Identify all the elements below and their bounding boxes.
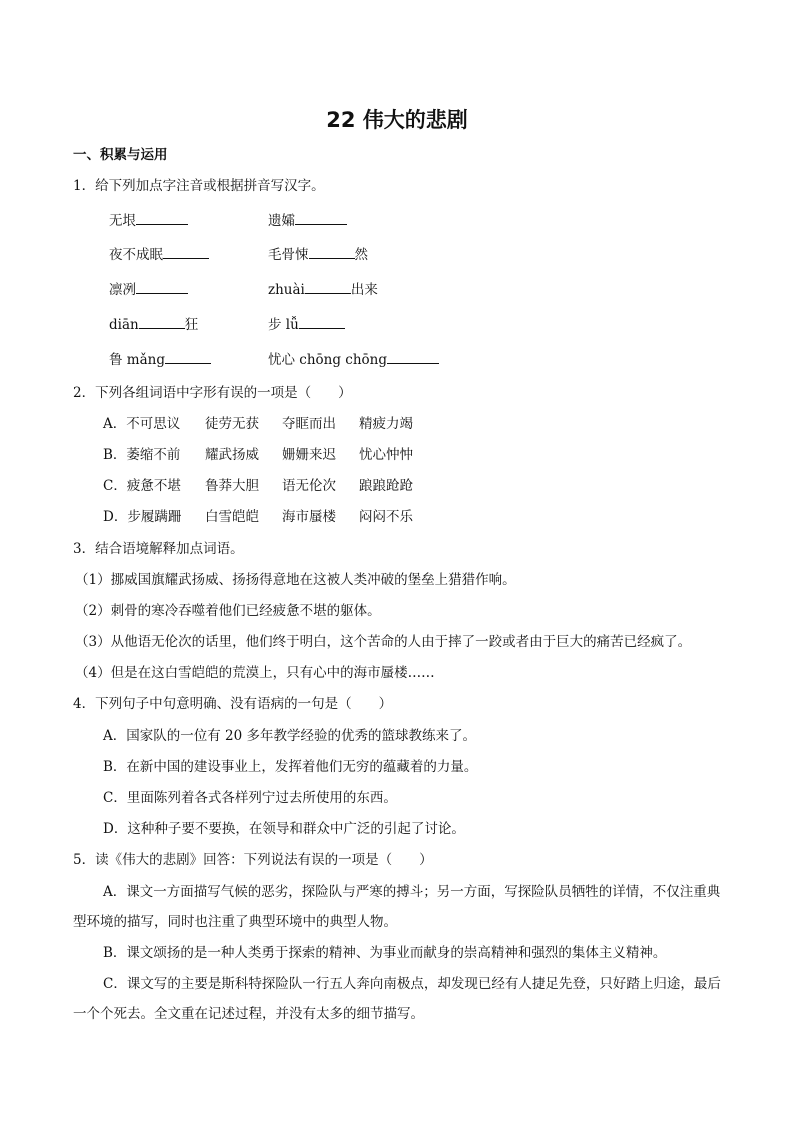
q5-option: C．课文写的主要是斯科特探险队一行五人奔向南极点，却发现已经有人捷足先登，只好踏上归途，最后一个个死去。全文重在记述过程，并没有太多的细节描写。 xyxy=(73,976,721,1022)
q1-item: 毛骨悚 然 xyxy=(268,244,368,265)
q4-option: B．在新中国的建设事业上，发挥着他们无穷的蕴藏着的力量。 xyxy=(103,759,478,775)
q4-stem: 4．下列句子中句意明确、没有语病的一句是（ ） xyxy=(73,696,393,712)
q4-option: C．里面陈列着各式各样列宁过去所使用的东西。 xyxy=(103,790,397,806)
q1-item: 遗孀 xyxy=(268,210,347,231)
q4-option: A．国家队的一位有 20 多年教学经验的优秀的篮球教练来了。 xyxy=(103,728,477,744)
q3-item: （1）挪威国旗耀武扬威、扬扬得意地在这被人类冲破的堡垒上猎猎作响。 xyxy=(75,572,516,588)
q1-item: diān 狂 xyxy=(109,314,198,335)
q2-option: C．疲惫不堪 鲁莽大胆 语无伦次 踉踉跄跄 xyxy=(103,478,413,494)
q5-option: A．课文一方面描写气候的恶劣，探险队与严寒的搏斗；另一方面，写探险队员牺牲的详情，不仅注重典型环境的描写，同时也注重了典型环境中的典型人物。 xyxy=(73,884,721,930)
section-heading: 一、积累与运用 xyxy=(73,147,168,163)
q4-option: D．这种种子要不要换，在领导和群众中广泛的引起了讨论。 xyxy=(103,821,465,837)
q1-item: 鲁 mǎng xyxy=(109,349,211,370)
q1-item: 凛冽 xyxy=(109,279,188,300)
q1-item: 忧心 chōng chōng xyxy=(268,349,439,370)
q1-item: zhuài 出来 xyxy=(268,279,378,300)
q5-stem: 5．读《伟大的悲剧》回答：下列说法有误的一项是（ ） xyxy=(73,852,433,868)
q1-stem: 1．给下列加点字注音或根据拼音写汉字。 xyxy=(73,178,325,194)
page-title: 22 伟大的悲剧 xyxy=(326,108,468,132)
q1-item: 夜不成眠 xyxy=(109,244,209,265)
q2-option: A．不可思议 徒劳无获 夺眶而出 精疲力竭 xyxy=(103,416,413,432)
q1-item: 无垠 xyxy=(109,210,188,231)
q5-option: B．课文颂扬的是一种人类勇于探索的精神、为事业而献身的崇高精神和强烈的集体主义精神。 xyxy=(103,945,667,961)
q2-option: B．萎缩不前 耀武扬威 姗姗来迟 忧心忡忡 xyxy=(103,447,413,463)
q3-item: （2）刺骨的寒冷吞噬着他们已经疲惫不堪的躯体。 xyxy=(75,603,381,619)
q2-option: D．步履蹒跚 白雪皑皑 海市蜃楼 闷闷不乐 xyxy=(103,509,413,525)
q3-stem: 3．结合语境解释加点词语。 xyxy=(73,541,244,557)
q2-stem: 2．下列各组词语中字形有误的一项是（ ） xyxy=(73,385,352,401)
q1-item: 步 lǚ xyxy=(268,314,345,335)
q3-item: （4）但是在这白雪皑皑的荒漠上，只有心中的海市蜃楼…… xyxy=(75,665,435,681)
q3-item: （3）从他语无伦次的话里，他们终于明白，这个苦命的人由于摔了一跤或者由于巨大的痛苦已经疯了。 xyxy=(75,634,692,650)
